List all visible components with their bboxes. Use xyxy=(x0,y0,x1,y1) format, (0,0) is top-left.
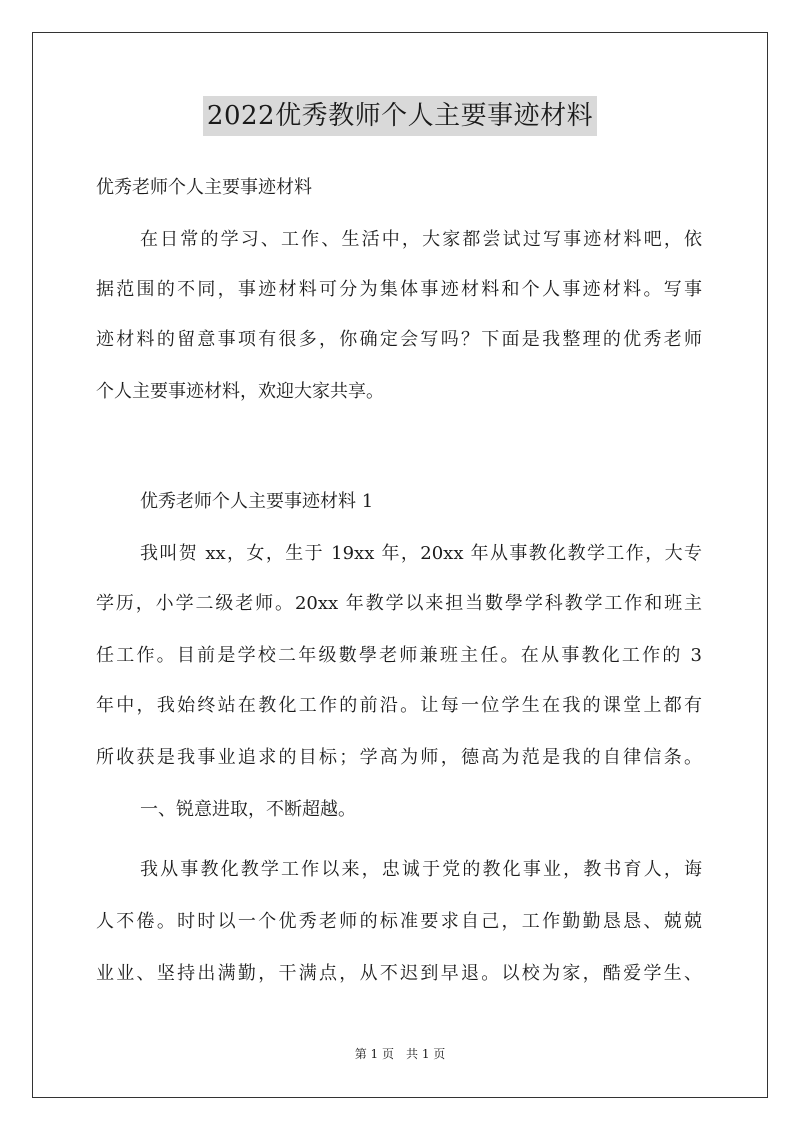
section-1-line-2: 学历，小学二级老师。20xx 年教学以来担当數學学科教学工作和班主 xyxy=(96,593,702,614)
intro-line-4: 个人主要事迹材料，欢迎大家共享。 xyxy=(96,381,384,402)
page-footer: 第 1 页 共 1 页 xyxy=(354,1047,446,1061)
section-1-line-1: 我叫贺 xx，女，生于 19xx 年，20xx 年从事教化教学工作，大专 xyxy=(140,543,702,564)
point-1-line-1: 我从事教化教学工作以来，忠诚于党的教化事业，教书育人，诲 xyxy=(140,859,702,880)
document-title: 2022优秀教师个人主要事迹材料 xyxy=(203,96,597,136)
section-1-line-5: 所收获是我事业追求的目标；学高为师，德高为范是我的自律信条。 xyxy=(96,747,702,768)
intro-line-2: 据范围的不同，事迹材料可分为集体事迹材料和个人事迹材料。写事 xyxy=(96,279,702,300)
point-1-heading: 一、锐意进取，不断超越。 xyxy=(140,799,356,820)
title-container xyxy=(0,96,800,136)
intro-line-3: 迹材料的留意事项有很多，你确定会写吗？下面是我整理的优秀老师 xyxy=(96,329,702,350)
intro-line-1: 在日常的学习、工作、生活中，大家都尝试过写事迹材料吧，依 xyxy=(140,229,702,250)
section-1-line-3: 任工作。目前是学校二年级數學老师兼班主任。在从事教化工作的 3 xyxy=(96,645,702,666)
section-1-heading: 优秀老师个人主要事迹材料 1 xyxy=(140,491,374,512)
document-subtitle: 优秀老师个人主要事迹材料 xyxy=(96,177,312,198)
point-1-line-3: 业业、坚持出满勤，干满点，从不迟到早退。以校为家，酷爱学生、 xyxy=(96,963,702,984)
point-1-line-2: 人不倦。时时以一个优秀老师的标准要求自己，工作勤勤恳恳、兢兢 xyxy=(96,911,702,932)
section-1-line-4: 年中，我始终站在教化工作的前沿。让每一位学生在我的课堂上都有 xyxy=(96,695,702,716)
